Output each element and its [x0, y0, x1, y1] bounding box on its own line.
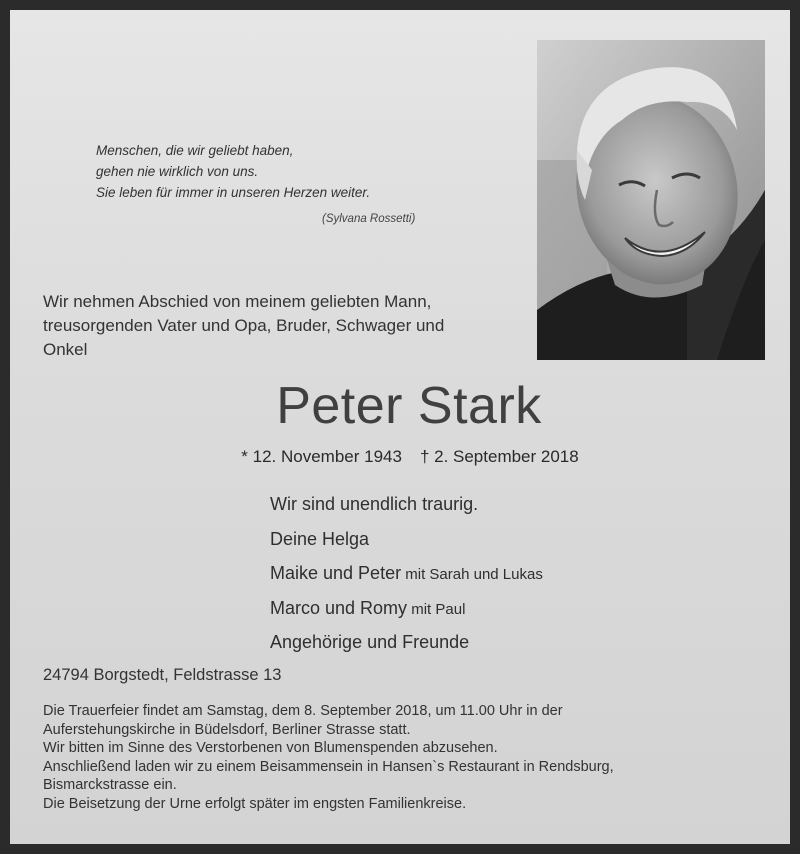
- family-address: 24794 Borgstedt, Feldstrasse 13: [43, 666, 282, 684]
- mourners-list: [270, 488, 690, 661]
- intro-line: treusorgenden Vater und Opa, Bruder, Schwager und: [43, 316, 445, 335]
- info-line: Die Trauerfeier findet am Samstag, dem 8. September 2018, um 11.00 Uhr in der: [43, 703, 563, 719]
- memorial-quote: [96, 140, 456, 225]
- info-line: Anschließend laden wir zu einem Beisammensein in Hansen`s Restaurant in Rendsburg,: [43, 758, 614, 775]
- quote-line: Menschen, die wir geliebt haben,: [96, 143, 294, 158]
- quote-author: (Sylvana Rossetti): [322, 213, 416, 225]
- info-line: Bismarckstrasse ein.: [43, 777, 177, 793]
- life-dates: [10, 447, 800, 467]
- mourner-main: Angehörige und Freunde: [270, 632, 470, 652]
- funeral-info: [43, 702, 783, 813]
- mourner-line: [270, 488, 690, 523]
- intro-line: Onkel: [43, 340, 88, 359]
- mourner-line: [270, 523, 690, 558]
- mourner-line: [270, 592, 690, 627]
- info-line: Auferstehungskirche in Büdelsdorf, Berliner Strasse statt.: [43, 721, 411, 738]
- info-line: Wir bitten im Sinne des Verstorbenen von Blumenspenden abzusehen.: [43, 740, 498, 756]
- quote-line: Sie leben für immer in unseren Herzen weiter.: [96, 185, 371, 200]
- mourner-extra: mit Paul: [407, 600, 466, 618]
- deceased-name: [10, 376, 800, 436]
- death-date: † 2. September 2018: [419, 447, 579, 466]
- quote-line: gehen nie wirklich von uns.: [96, 164, 259, 179]
- mourner-main: Maike und Peter: [270, 563, 402, 583]
- intro-line: Wir nehmen Abschied von meinem geliebten Mann,: [43, 292, 432, 311]
- mourner-main: Marco und Romy: [270, 597, 408, 618]
- mourner-main: Wir sind unendlich traurig.: [270, 494, 479, 514]
- deceased-name-text: Peter Stark: [276, 377, 542, 435]
- portrait-photo: [537, 40, 765, 360]
- portrait-image: [537, 40, 765, 360]
- mourner-extra: mit Sarah und Lukas: [401, 566, 543, 583]
- birth-date: * 12. November 1943: [241, 447, 402, 466]
- mourner-line: [270, 557, 690, 592]
- farewell-intro: [43, 290, 523, 362]
- info-line: Die Beisetzung der Urne erfolgt später im engsten Familienkreise.: [43, 795, 467, 812]
- mourner-line: [270, 626, 690, 661]
- mourner-main: Deine Helga: [270, 528, 370, 549]
